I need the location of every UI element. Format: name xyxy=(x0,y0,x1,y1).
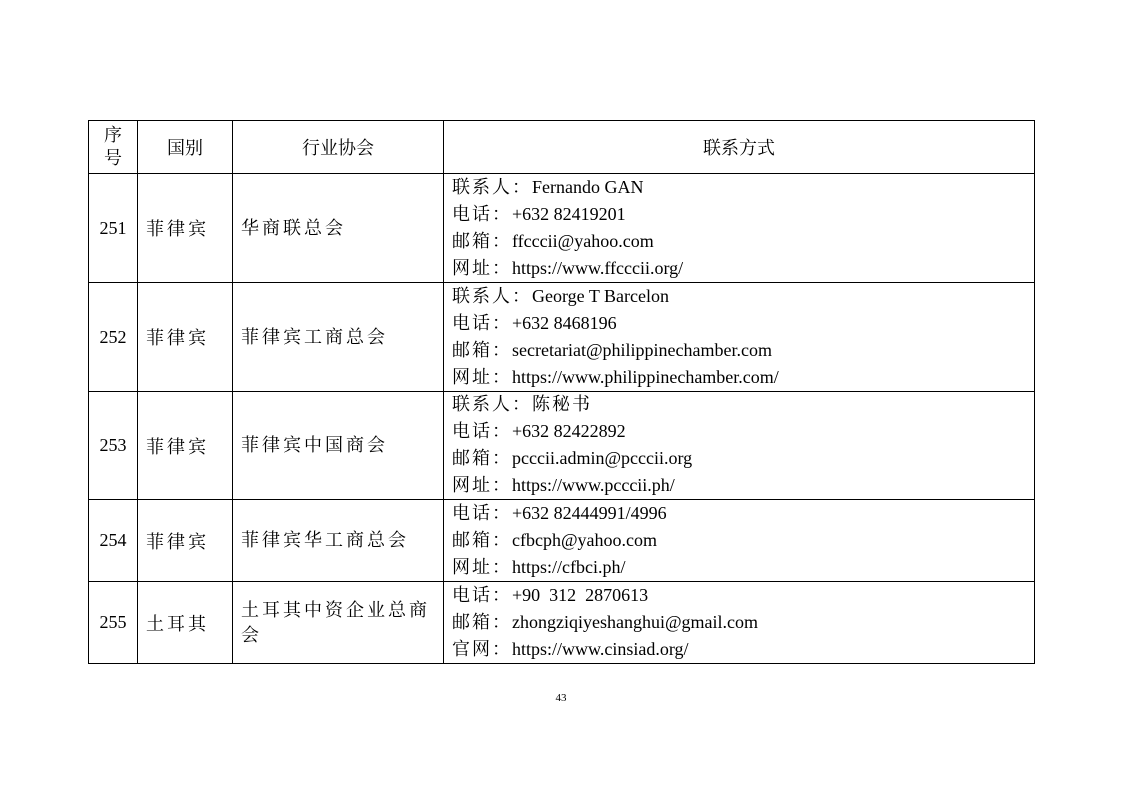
contact-website: 网址：https://www.philippinechamber.com/ xyxy=(452,367,779,388)
contact-person: 联系人：George T Barcelon xyxy=(452,286,669,307)
row-country: 菲律宾 xyxy=(138,174,233,283)
contact-website: 网址：https://www.ffcccii.org/ xyxy=(452,258,684,279)
row-contact xyxy=(444,283,1035,392)
row-country: 菲律宾 xyxy=(138,392,233,500)
row-association: 菲律宾华工商总会 xyxy=(233,500,444,582)
row-number: 254 xyxy=(89,500,138,582)
table-row xyxy=(89,582,1035,664)
contact-email: 邮箱：secretariat@philippinechamber.com xyxy=(452,340,772,361)
row-number: 251 xyxy=(89,174,138,283)
contact-person: 联系人：陈秘书 xyxy=(452,394,592,415)
header-seq xyxy=(89,121,138,174)
header-seq-line2: 号 xyxy=(104,148,122,169)
table-row xyxy=(89,392,1035,500)
contact-email: 邮箱：cfbcph@yahoo.com xyxy=(452,530,658,551)
header-association: 行业协会 xyxy=(233,121,444,174)
contact-phone: 电话：+90 312 2870613 xyxy=(452,585,649,606)
header-country: 国别 xyxy=(138,121,233,174)
table-row xyxy=(89,500,1035,582)
header-seq-line1: 序 xyxy=(104,125,122,146)
row-association: 土耳其中资企业总商会 xyxy=(233,582,444,664)
row-contact xyxy=(444,500,1035,582)
contact-email: 邮箱：pcccii.admin@pcccii.org xyxy=(452,448,693,469)
contact-person: 联系人：Fernando GAN xyxy=(452,177,644,198)
contact-phone: 电话：+632 82419201 xyxy=(452,204,626,225)
contact-website: 官网：https://www.cinsiad.org/ xyxy=(452,639,689,660)
header-row xyxy=(89,121,1035,174)
contact-phone: 电话：+632 8468196 xyxy=(452,313,617,334)
row-contact xyxy=(444,582,1035,664)
row-number: 255 xyxy=(89,582,138,664)
row-country: 土耳其 xyxy=(138,582,233,664)
table-row xyxy=(89,283,1035,392)
table-row xyxy=(89,174,1035,283)
row-contact xyxy=(444,392,1035,500)
contact-phone: 电话：+632 82444991/4996 xyxy=(452,503,667,524)
row-number: 253 xyxy=(89,392,138,500)
row-country: 菲律宾 xyxy=(138,283,233,392)
contact-email: 邮箱：zhongziqiyeshanghui@gmail.com xyxy=(452,612,759,633)
contact-email: 邮箱：ffcccii@yahoo.com xyxy=(452,231,654,252)
row-association: 菲律宾工商总会 xyxy=(233,283,444,392)
row-association: 华商联总会 xyxy=(233,174,444,283)
row-country: 菲律宾 xyxy=(138,500,233,582)
header-contact: 联系方式 xyxy=(444,121,1035,174)
row-association: 菲律宾中国商会 xyxy=(233,392,444,500)
page-number: 43 xyxy=(555,692,567,704)
contact-table xyxy=(88,120,1035,664)
row-number: 252 xyxy=(89,283,138,392)
row-contact xyxy=(444,174,1035,283)
contact-website: 网址：https://www.pcccii.ph/ xyxy=(452,475,675,496)
contact-website: 网址：https://cfbci.ph/ xyxy=(452,557,626,578)
contact-phone: 电话：+632 82422892 xyxy=(452,421,626,442)
